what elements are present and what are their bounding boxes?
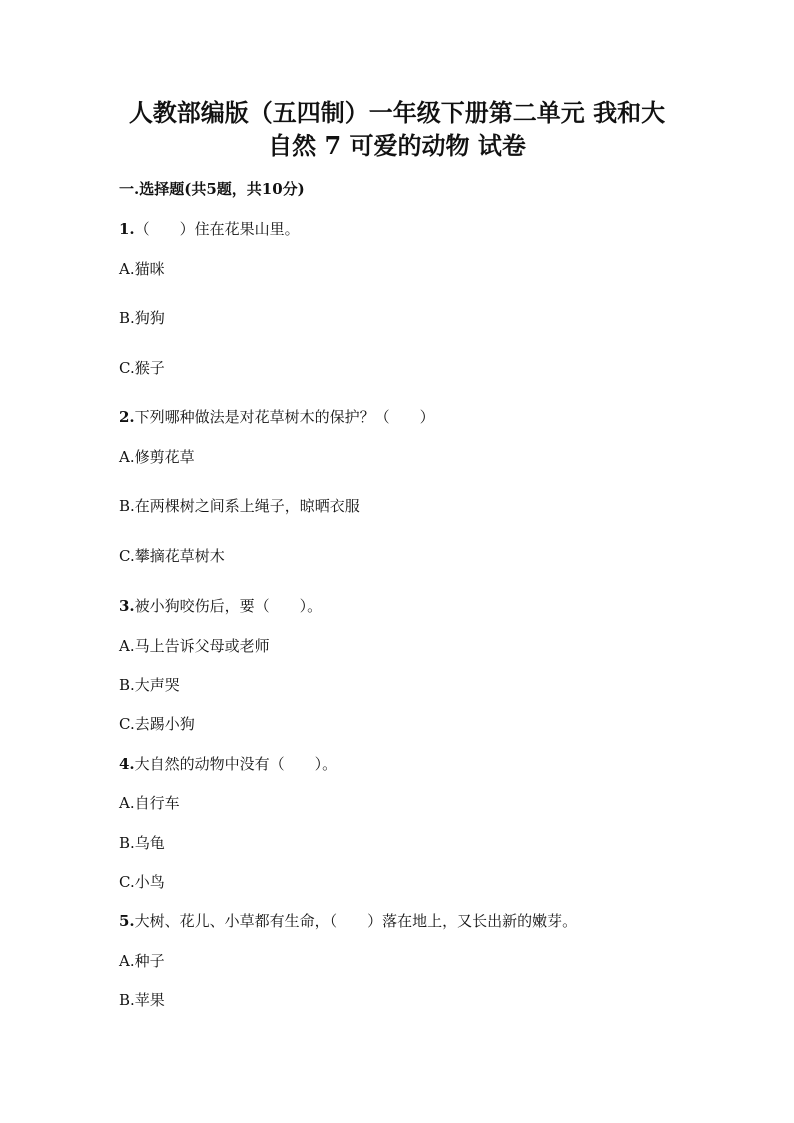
question-3 [119,595,322,616]
question-4 [119,753,337,774]
question-text: 大树、花儿、小草都有生命，（ ）落在地上，又长出新的嫩芽。 [134,912,578,930]
question-number: 5. [119,912,135,930]
question-text: （ ）住在花果山里。 [134,220,300,238]
option-3c: C.去踢小狗 [119,715,195,733]
option-4c: C.小鸟 [119,873,165,891]
option-1a: A.猫咪 [119,260,165,278]
question-number: 4. [119,755,135,773]
option-1b: B.狗狗 [119,309,165,327]
option-4b: B.乌龟 [119,834,165,852]
question-number: 1. [119,220,135,238]
option-4a: A.自行车 [119,794,180,812]
option-3b: B.大声哭 [119,676,180,694]
question-number: 3. [119,597,135,615]
option-1c: C.猴子 [119,359,165,377]
section-header: 一.选择题(共5题，共10分) [119,180,305,198]
option-3a: A.马上告诉父母或老师 [119,637,270,655]
question-2 [119,406,435,427]
question-text: 大自然的动物中没有（ ）。 [134,755,338,773]
question-number: 2. [119,408,135,426]
option-5a: A.种子 [119,952,165,970]
question-text: 被小狗咬伤后，要（ ）。 [134,597,323,615]
question-text: 下列哪种做法是对花草树木的保护？（ ） [134,408,435,426]
title-line-2: 自然 7 可爱的动物 试卷 [268,131,526,160]
question-5 [119,910,577,931]
question-1 [119,218,300,239]
option-5b: B.苹果 [119,991,165,1009]
option-2a: A.修剪花草 [119,448,195,466]
title-line-1: 人教部编版（五四制）一年级下册第二单元 我和大 [128,98,666,127]
document-title [120,96,674,162]
option-2b: B.在两棵树之间系上绳子，晾晒衣服 [119,497,360,515]
option-2c: C.攀摘花草树木 [119,547,225,565]
